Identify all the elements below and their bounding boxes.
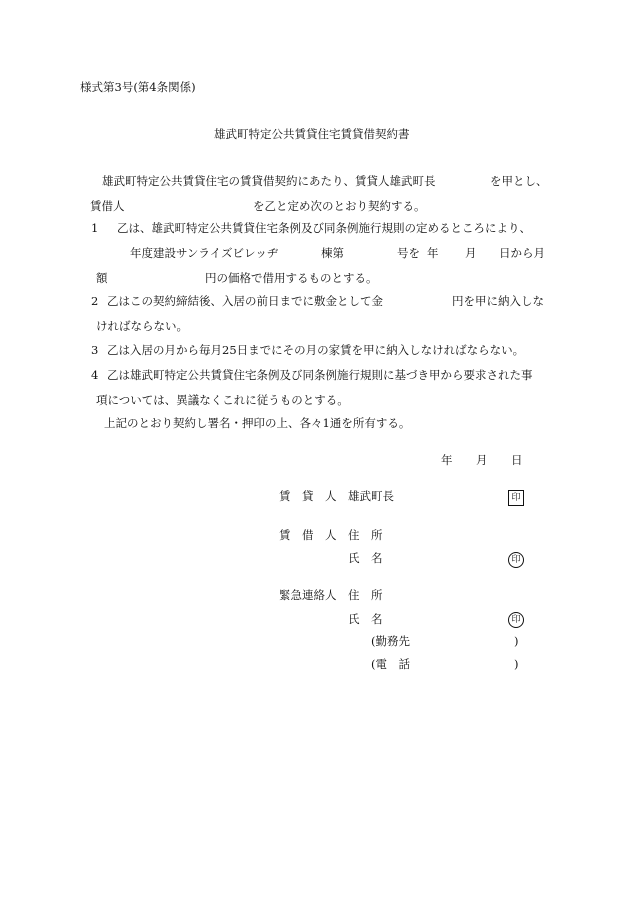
document-title: 雄武町特定公共賃貸住宅賃貸借契約書 xyxy=(214,127,410,141)
clause4-line1: 乙は雄武町特定公共賃貸住宅条例及び同条例施行規則に基づき甲から要求された事 xyxy=(107,368,533,382)
lessee-label: 賃 借 人 xyxy=(279,528,337,542)
date-month: 月 xyxy=(476,453,488,467)
lessor-name: 雄武町長 xyxy=(348,489,394,503)
clause2-line2: ければならない。 xyxy=(96,319,188,333)
clause1-line3-a: 額 xyxy=(96,271,108,285)
clause3-line1: 乙は入居の月から毎月25日までにその月の家賃を甲に納入しなければならない。 xyxy=(107,343,525,357)
intro-line1-b: を甲とし、 xyxy=(490,174,548,188)
clause2-line1-b: 円を甲に納入しな xyxy=(452,294,544,308)
lessee-name-label: 氏 名 xyxy=(348,551,383,565)
date-day: 日 xyxy=(511,453,523,467)
phone-close-paren: ) xyxy=(514,657,519,671)
workplace-label: (勤務先 xyxy=(371,634,410,648)
emergency-name-label: 氏 名 xyxy=(348,612,383,626)
phone-label: (電 話 xyxy=(371,657,410,671)
clause2-number: 2 xyxy=(91,294,99,308)
clause4-line2: 項については、異議なくこれに従うものとする。 xyxy=(96,393,349,407)
intro-line2-b: を乙と定め次のとおり契約する。 xyxy=(253,199,426,213)
clause1-line2-d: 年 xyxy=(427,246,439,260)
date-year: 年 xyxy=(441,453,453,467)
clause1-line2-e: 月 xyxy=(465,246,477,260)
lessor-label: 賃 貸 人 xyxy=(279,489,337,503)
workplace-close-paren: ) xyxy=(514,634,519,648)
clause2-line1-a: 乙はこの契約締結後、入居の前日までに敷金として金 xyxy=(107,294,383,308)
clause4-number: 4 xyxy=(91,368,99,382)
clause3-number: 3 xyxy=(91,343,99,357)
form-label: 様式第3号(第4条関係) xyxy=(80,80,196,94)
clause1-line3-b: 円の価格で借用するものとする。 xyxy=(205,271,378,285)
lessee-address-label: 住 所 xyxy=(348,528,383,542)
intro-line2-a: 賃借人 xyxy=(90,199,125,213)
intro-line1-a: 雄武町特定公共賃貸住宅の賃貸借契約にあたり、賃貸人雄武町長 xyxy=(102,174,436,188)
clause1-line2-f: 日から月 xyxy=(499,246,545,260)
emergency-seal-stamp: 印 xyxy=(508,612,524,628)
clause1-line2-c: 号を xyxy=(397,246,420,260)
lessor-seal-stamp: 印 xyxy=(508,490,524,506)
lessee-seal-stamp: 印 xyxy=(508,552,524,568)
clause1-line2-a: 年度建設サンライズビレッヂ xyxy=(130,246,279,260)
closing-statement: 上記のとおり契約し署名・押印の上、各々1通を所有する。 xyxy=(104,416,411,430)
emergency-contact-label: 緊急連絡人 xyxy=(279,588,337,602)
emergency-address-label: 住 所 xyxy=(348,588,383,602)
clause1-line2-b: 棟第 xyxy=(321,246,344,260)
clause1-line1: 乙は、雄武町特定公共賃貸住宅条例及び同条例施行規則の定めるところにより、 xyxy=(117,221,531,235)
clause1-number: 1 xyxy=(91,221,99,235)
